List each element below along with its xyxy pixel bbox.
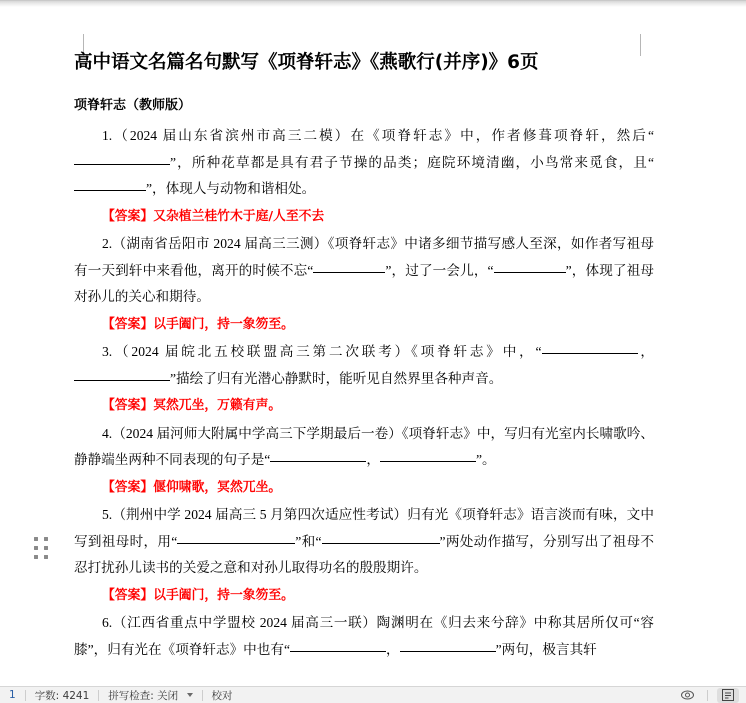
fill-in-blank[interactable]	[313, 259, 385, 273]
question-text: ”，体现了祖母对孙儿的关心和期待。	[74, 262, 654, 304]
question-paragraph	[74, 231, 654, 311]
fill-in-blank[interactable]	[177, 530, 295, 544]
fill-in-blank[interactable]	[74, 151, 170, 165]
status-page-number[interactable]: 1	[9, 689, 16, 701]
fill-in-blank[interactable]	[74, 367, 170, 381]
answer-paragraph	[74, 204, 654, 231]
answer-paragraph	[74, 312, 654, 339]
answer-text: 以手阖门，持一象笏至。	[153, 587, 294, 603]
question-text: ，	[366, 452, 380, 467]
question-text: 3.（2024 届皖北五校联盟高三第二次联考）《项脊轩志》中，“	[102, 344, 542, 359]
answer-label: 【答案】	[102, 398, 154, 413]
question-text: ”。	[475, 452, 496, 467]
status-proofread[interactable]: 校对	[211, 689, 233, 702]
answer-paragraph	[74, 393, 654, 420]
question-text: ”描绘了归有光潜心静默时，能听见自然界里各种声音。	[170, 370, 503, 386]
question-text: ”，所种花草都是具有君子节操的品类；庭院环境清幽，小鸟常来觅食，且“	[170, 154, 654, 170]
status-word-count[interactable]: 字数: 4241	[34, 689, 90, 702]
question-text: ”两句，极言其轩	[495, 641, 597, 657]
status-divider	[98, 690, 99, 701]
question-text: 2.（湖南省岳阳市 2024 届高三三测）《项脊轩志》中诸多细节描写感人至深，如作者写祖母有一天到轩中来看他，离开的时候不忘“	[74, 236, 654, 278]
status-divider	[707, 690, 708, 701]
handle-dot	[44, 555, 48, 559]
handle-dot	[34, 555, 38, 559]
fill-in-blank[interactable]	[494, 259, 566, 273]
document-title: 高中语文名篇名句默写《项脊轩志》《燕歌行(并序)》6页	[74, 52, 539, 73]
answer-label: 【答案】	[102, 316, 154, 332]
answer-label: 【答案】	[102, 479, 154, 495]
fill-in-blank[interactable]	[322, 530, 440, 544]
section-heading: 项脊轩志（教师版）	[74, 98, 192, 113]
answer-text: 偃仰啸歌，冥然兀坐。	[153, 479, 282, 495]
handle-dot	[34, 546, 38, 550]
window-top-edge	[0, 0, 746, 7]
question-text: 6.（江西省重点中学盟校 2024 届高三一联）陶渊明在《归去来兮辞》中称其居所仅可“容膝”，归有光在《项脊轩志》中也有“	[74, 615, 654, 657]
fill-in-blank[interactable]	[380, 448, 476, 462]
question-text: ，	[637, 344, 655, 359]
document-canvas[interactable]	[0, 7, 746, 686]
status-spell-check-label: 拼写检查: 关闭	[108, 689, 179, 702]
answer-paragraph	[74, 475, 654, 502]
answer-label: 【答案】	[102, 208, 154, 224]
question-text: 5.（荆州中学 2024 届高三 5 月第四次适应性考试）归有光《项脊轩志》语言淡而有味，文中写到祖母时，用“	[74, 507, 654, 549]
question-text: ”和“	[295, 533, 322, 549]
answer-text: 冥然兀坐，万籁有声。	[153, 398, 282, 413]
handle-dot	[44, 546, 48, 550]
status-divider	[202, 690, 203, 701]
paragraph-drag-handle[interactable]	[34, 537, 50, 561]
question-text: ”，过了一会儿，“	[385, 262, 494, 278]
status-bar	[0, 686, 746, 703]
question-paragraph	[74, 502, 654, 582]
fill-in-blank[interactable]	[270, 448, 366, 462]
fill-in-blank[interactable]	[542, 340, 638, 354]
question-text: ”两处动作描写，分别写出了祖母不忍打扰孙儿读书的关爱之意和对孙儿取得功名的殷殷期许。	[74, 533, 654, 575]
handle-dot	[34, 537, 38, 541]
question-text: ，	[385, 641, 400, 657]
question-text: ”，体现人与动物和谐相处。	[146, 181, 316, 196]
status-divider	[25, 690, 26, 701]
fill-in-blank[interactable]	[400, 638, 496, 652]
question-paragraph	[74, 610, 654, 663]
answer-text: 又杂植兰桂竹木于庭/人至不去	[153, 208, 325, 224]
eye-icon[interactable]	[676, 688, 698, 703]
fill-in-blank[interactable]	[290, 638, 386, 652]
answer-paragraph	[74, 583, 654, 610]
question-list	[74, 123, 654, 663]
question-text: 4.（2024 届河师大附属中学高三下学期最后一卷）《项脊轩志》中，写归有光室内长啸歌吟、静静端坐两种不同表现的句子是“	[74, 425, 654, 467]
question-paragraph	[74, 421, 654, 474]
question-text: 1.（2024 届山东省滨州市高三二模）在《项脊轩志》中，作者修葺项脊轩，然后“	[102, 128, 654, 143]
answer-text: 以手阖门，持一象笏至。	[153, 316, 294, 332]
question-paragraph	[74, 339, 654, 392]
handle-dot	[44, 537, 48, 541]
reading-layout-icon[interactable]	[717, 688, 739, 703]
question-paragraph	[74, 123, 654, 203]
status-spell-check[interactable]	[108, 688, 192, 703]
fill-in-blank[interactable]	[74, 177, 146, 191]
chevron-down-icon[interactable]	[187, 693, 193, 697]
answer-label: 【答案】	[102, 587, 154, 603]
document-body[interactable]	[74, 49, 654, 664]
